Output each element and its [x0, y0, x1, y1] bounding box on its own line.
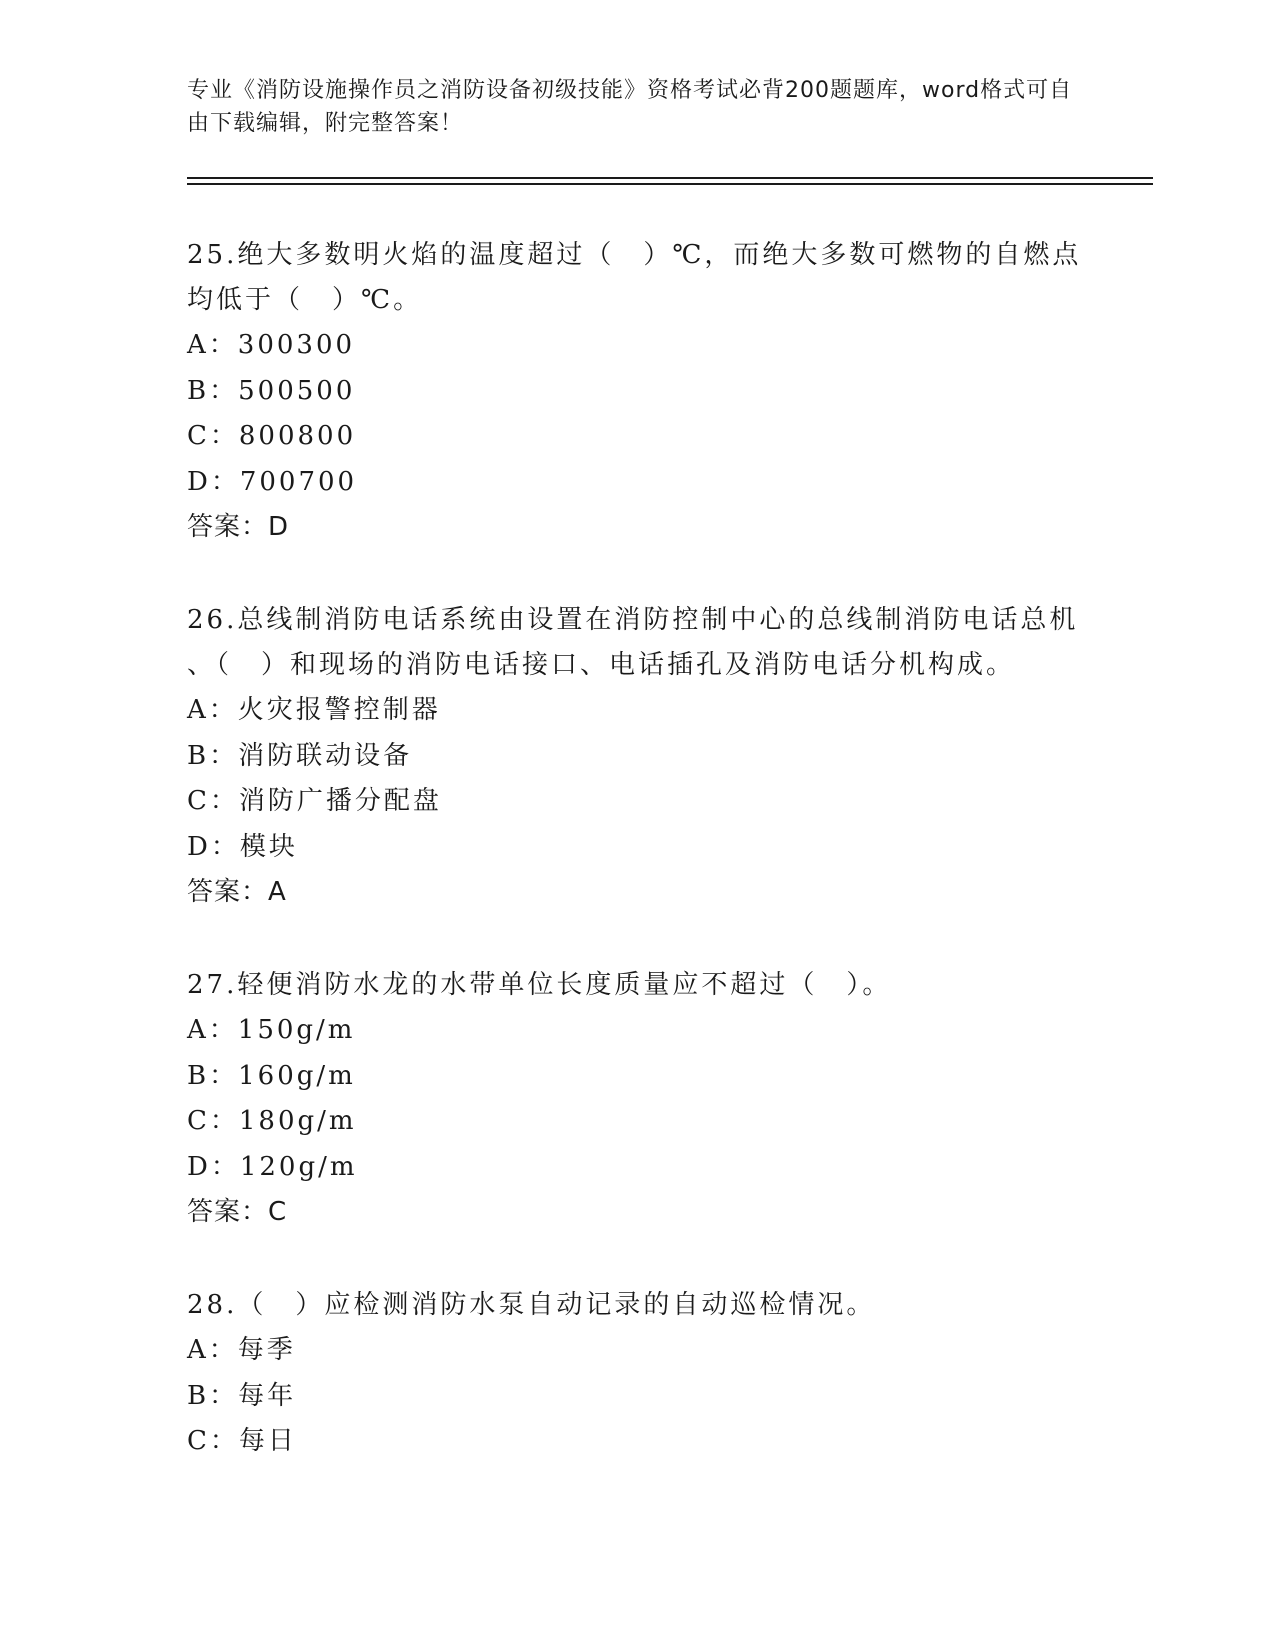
- question-28: [187, 1283, 1087, 1465]
- document-header: 专业《消防设施操作员之消防设备初级技能》资格考试必背200题题库，word格式可自由下载编辑，附完整答案！: [187, 78, 1073, 136]
- question-stem: 28.（ ）应检测消防水泵自动记录的自动巡检情况。: [187, 1290, 876, 1320]
- option-d: D：700700: [187, 466, 358, 497]
- question-26: [187, 598, 1087, 915]
- question-stem-continued: 均低于（ ）℃。: [187, 285, 423, 315]
- option-c: C：800800: [187, 421, 357, 451]
- option-c: C：每日: [187, 1426, 297, 1456]
- option-b: B：500500: [187, 375, 356, 406]
- header-divider-top: [187, 177, 1153, 179]
- question-27: [187, 963, 1087, 1235]
- option-c: C：180g/m: [187, 1106, 357, 1136]
- answer-line: 答案：D: [187, 512, 290, 542]
- header-divider-bottom: [187, 183, 1153, 185]
- question-stem: 27.轻便消防水龙的水带单位长度质量应不超过（ ）。: [187, 970, 892, 1000]
- question-stem: 25.绝大多数明火焰的温度超过（ ）℃，而绝大多数可燃物的自燃点: [187, 240, 1082, 270]
- option-a: A：150g/m: [187, 1015, 356, 1045]
- option-d: D：120g/m: [187, 1151, 358, 1182]
- question-25: [187, 233, 1087, 550]
- question-stem: 26.总线制消防电话系统由设置在消防控制中心的总线制消防电话总机: [187, 605, 1079, 635]
- option-a: A：每季: [187, 1335, 296, 1365]
- option-a: A：火灾报警控制器: [187, 695, 441, 725]
- option-c: C：消防广播分配盘: [187, 786, 442, 816]
- option-b: B：消防联动设备: [187, 740, 413, 771]
- answer-line: 答案：C: [187, 1197, 288, 1227]
- option-d: D：模块: [187, 831, 298, 862]
- option-a: A：300300: [187, 330, 356, 360]
- option-b: B：160g/m: [187, 1060, 356, 1091]
- answer-line: 答案：A: [187, 877, 287, 907]
- option-b: B：每年: [187, 1380, 297, 1411]
- question-stem-continued: 、（ ）和现场的消防电话接口、电话插孔及消防电话分机构成。: [187, 650, 1016, 680]
